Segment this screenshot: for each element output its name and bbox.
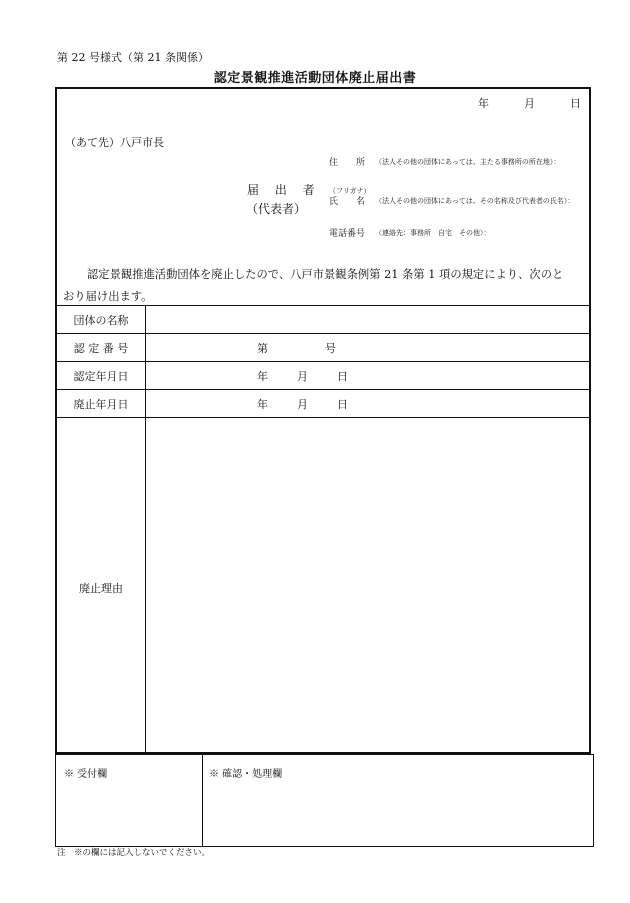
notifier-sub-label: （代表者）: [246, 202, 307, 216]
phone-note[interactable]: （連絡先：事務所 自宅 その他）：: [375, 229, 491, 237]
address-note[interactable]: （法人その他の団体にあっては、主たる事務所の所在地）：: [375, 158, 561, 166]
statement-line-2: おり届け出ます。: [63, 290, 153, 303]
abolish-date-field[interactable]: [257, 396, 348, 412]
abolish-year-label: 年: [257, 398, 268, 411]
date-day-label: 日: [570, 97, 581, 110]
divider: [57, 361, 589, 362]
reason-field[interactable]: [147, 419, 587, 749]
divider: [57, 417, 589, 418]
cert-day-label: 日: [337, 370, 348, 383]
reception-label: ※ 受付欄: [64, 769, 108, 780]
cert-number-field[interactable]: [257, 340, 336, 356]
date-month-label: 月: [524, 97, 535, 110]
footnote: 注 ※の欄には記入しないでください。: [57, 848, 211, 858]
column-divider: [202, 755, 203, 846]
office-use-section: [55, 754, 594, 847]
reason-label: 廃止理由: [79, 582, 123, 595]
cert-date-label: 認定年月日: [73, 370, 129, 383]
cert-number-label: 認 定 番 号: [73, 342, 129, 355]
divider: [57, 389, 589, 390]
cert-number-prefix: 第: [257, 342, 268, 355]
date-year-label: 年: [478, 97, 489, 110]
addressee: （あて先）八戸市長: [65, 136, 164, 149]
form-number: 第 22 号様式（第 21 条関係）: [57, 51, 209, 64]
abolish-date-label: 廃止年月日: [73, 398, 129, 411]
phone-label: 電話番号: [329, 229, 366, 239]
column-divider: [145, 305, 146, 752]
name-label: 氏 名: [329, 197, 366, 207]
divider: [57, 333, 589, 334]
abolish-day-label: 日: [337, 398, 348, 411]
cert-date-field[interactable]: [257, 368, 348, 384]
notifier-label: 届 出 者: [247, 183, 321, 197]
name-note[interactable]: （法人その他の団体にあっては、その名称及び代表者の氏名）：: [375, 197, 575, 205]
statement-line-1: 認定景観推進活動団体を廃止したので、八戸市景観条例第 21 条第 1 項の規定により、次のと: [87, 268, 564, 281]
group-name-field[interactable]: [147, 306, 587, 332]
processing-label: ※ 確認・処理欄: [209, 769, 283, 780]
furigana-label: （フリガナ）: [329, 187, 371, 195]
cert-month-label: 月: [297, 370, 308, 383]
cert-year-label: 年: [257, 370, 268, 383]
cert-number-suffix: 号: [325, 342, 336, 355]
submission-date[interactable]: [478, 95, 581, 111]
form-body: [55, 87, 591, 754]
page-title: 認定景観推進活動団体廃止届出書: [213, 71, 417, 86]
group-name-label: 団体の名称: [73, 314, 129, 327]
abolish-month-label: 月: [297, 398, 308, 411]
address-label: 住 所: [329, 158, 366, 168]
